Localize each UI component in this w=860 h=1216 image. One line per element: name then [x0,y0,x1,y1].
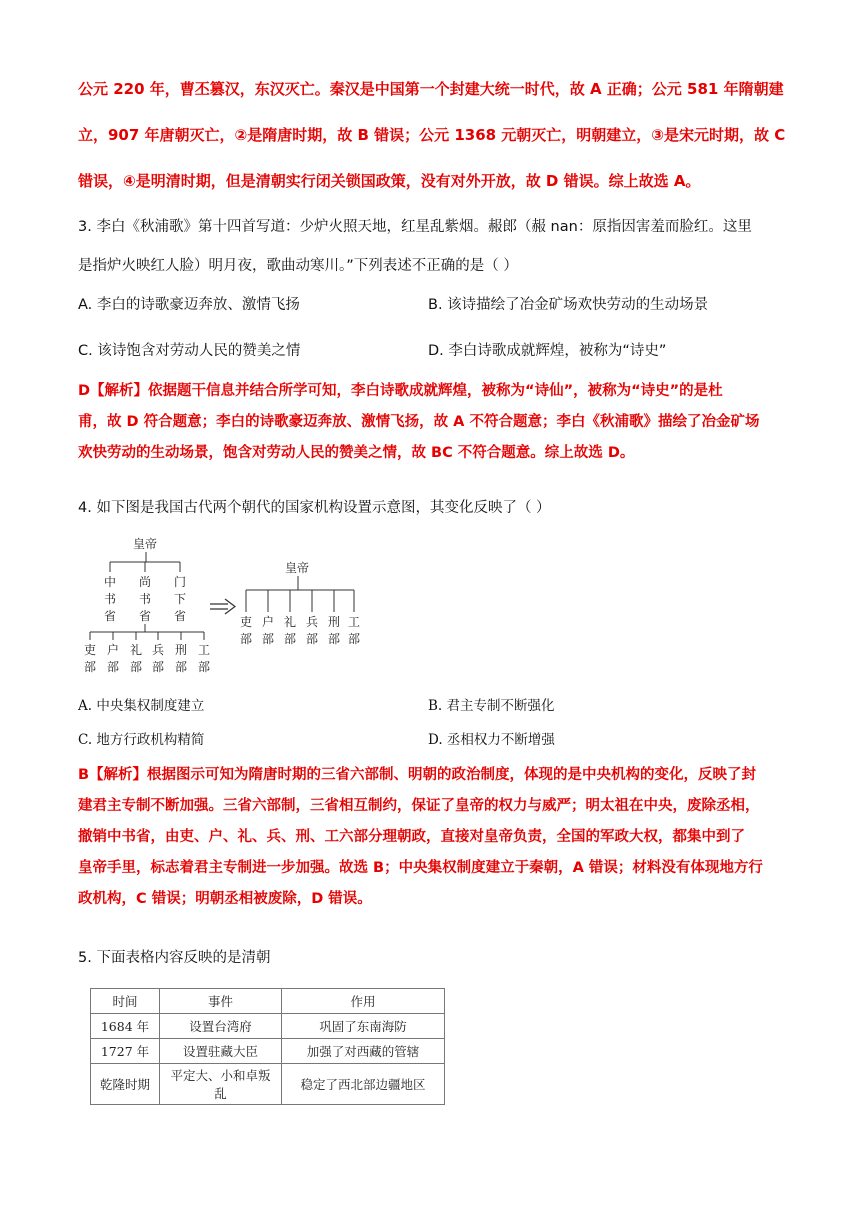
q3-option-c[interactable]: C. 该诗饱含对劳动人民的赞美之情 [78,343,301,359]
q3-option-b[interactable]: B. 该诗描绘了冶金矿场欢快劳动的生动场景 [428,297,709,313]
q4-analysis-line: 建君主专制不断加强。三省六部制，三省相互制约，保证了皇帝的权力与威严；明太祖在中央，废除丞相， [78,798,760,814]
q4-option-c[interactable]: C. 地方行政机构精简 [78,732,205,748]
left-ministry: 吏部 [84,643,97,674]
table-cell: 1727 年 [91,1039,160,1064]
q4-analysis [78,760,788,915]
right-ministry: 工部 [348,615,361,646]
table-row [91,1039,445,1064]
left-mid-department: 门下省 [174,575,187,623]
left-ministry: 兵部 [152,643,165,674]
table-header-cell: 作用 [282,989,445,1014]
q3-analysis-line: 甫，故 D 符合题意；李白的诗歌豪迈奔放、激情飞扬，故 A 不符合题意；李白《秋浦歌》描绘了冶金矿场 [78,414,760,430]
table-header-cell: 事件 [160,989,282,1014]
table-row [91,1064,445,1105]
right-ministry: 户部 [262,615,275,646]
left-ministry: 礼部 [130,643,143,674]
right-ministry: 兵部 [306,615,319,646]
table-cell: 稳定了西北部边疆地区 [282,1064,445,1105]
prev-answer-line-3: 错误，④是明清时期，但是清朝实行闭关锁国政策，没有对外开放，故 D 错误。综上故选 A。 [78,172,701,190]
table-cell: 设置台湾府 [160,1014,282,1039]
left-six-ministries [84,632,210,674]
table-cell: 平定大、小和卓叛乱 [160,1064,282,1105]
q4-institution-diagram [78,528,378,688]
q3-stem-line-1: 3. 李白《秋浦歌》第十四首写道：少炉火照天地，红星乱紫烟。赧郎（赧 nan：原指因害羞而脸红。这里 [78,219,752,235]
right-six-ministries [240,590,360,646]
table-cell: 设置驻藏大臣 [160,1039,282,1064]
prev-answer-line-2: 立，907 年唐朝灭亡，②是隋唐时期，故 B 错误；公元 1368 元朝灭亡，明朝建立，③是宋元时期，故 C [78,126,786,144]
prev-answer-line-1: 公元 220 年，曹丕篡汉，东汉灭亡。秦汉是中国第一个封建大统一时代，故 A 正确；公元 581 年隋朝建 [78,80,784,98]
left-ministry: 刑部 [175,643,188,674]
table-header-cell: 时间 [91,989,160,1014]
left-mid-department: 中书省 [104,575,117,623]
table-row [91,1014,445,1039]
q4-stem: 4. 如下图是我国古代两个朝代的国家机构设置示意图，其变化反映了（ ） [78,500,551,516]
q4-option-d[interactable]: D. 丞相权力不断增强 [428,732,555,748]
table-cell: 乾隆时期 [91,1064,160,1105]
left-ministry: 户部 [107,643,120,674]
right-emperor: 皇帝 [285,561,310,575]
table-cell: 1684 年 [91,1014,160,1039]
q4-option-a[interactable]: A. 中央集权制度建立 [78,698,205,714]
right-ministry: 礼部 [284,615,297,646]
table-cell: 巩固了东南海防 [282,1014,445,1039]
q4-analysis-line: 政机构，C 错误；明朝丞相被废除，D 错误。 [78,891,372,907]
q4-option-b[interactable]: B. 君主专制不断强化 [428,698,555,714]
left-ministry: 工部 [198,643,211,674]
q3-analysis [78,376,788,469]
right-ministry: 吏部 [240,615,253,646]
q4-analysis-line: B【解析】根据图示可知为隋唐时期的三省六部制、明朝的政治制度，体现的是中央机构的变化，反映了封 [78,767,757,783]
q3-option-a[interactable]: A. 李白的诗歌豪迈奔放、激情飞扬 [78,297,300,313]
q3-stem-line-2: 是指炉火映红人脸）明月夜，歌曲动寒川。”下列表述不正确的是（ ） [78,258,518,274]
table-header-row [91,989,445,1014]
q3-option-d[interactable]: D. 李白诗歌成就辉煌，被称为“诗史” [428,343,667,359]
q4-analysis-line: 皇帝手里，标志着君主专制进一步加强。故选 B；中央集权制度建立于秦朝，A 错误；材料没有体现地方行 [78,860,763,876]
q5-table [90,988,445,1105]
q4-analysis-line: 撤销中书省，由吏、户、礼、兵、刑、工六部分理朝政，直接对皇帝负责，全国的军政大权，都集中到了 [78,829,745,845]
right-ministry: 刑部 [328,615,341,646]
left-mid-department: 尚书省 [139,575,152,623]
left-three-departments [104,574,186,623]
left-emperor: 皇帝 [133,537,158,551]
transition-arrow [210,599,235,614]
q3-analysis-line: D【解析】依据题干信息并结合所学可知，李白诗歌成就辉煌，被称为“诗仙”，被称为“诗史”的是杜 [78,383,723,399]
q5-stem: 5. 下面表格内容反映的是清朝 [78,950,271,966]
q3-analysis-line: 欢快劳动的生动场景，饱含对劳动人民的赞美之情，故 BC 不符合题意。综上故选 D。 [78,445,635,461]
table-cell: 加强了对西藏的管辖 [282,1039,445,1064]
